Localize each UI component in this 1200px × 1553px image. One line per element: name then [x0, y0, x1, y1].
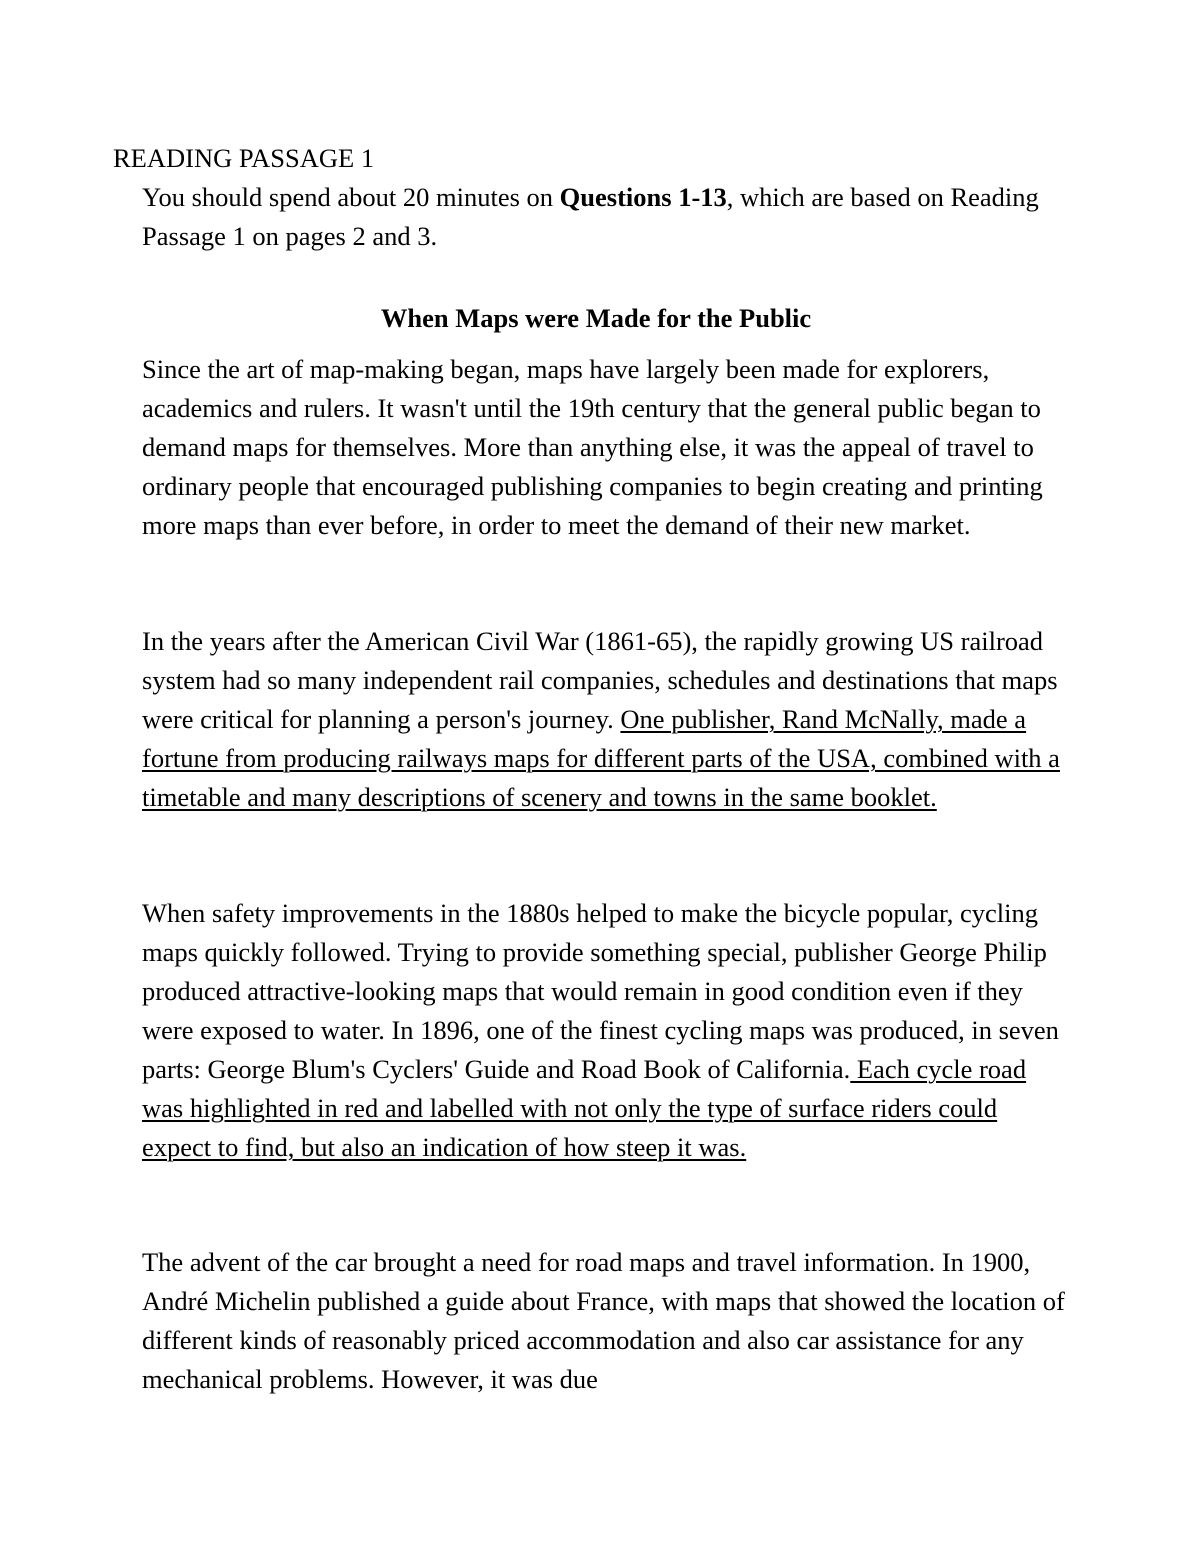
- paragraph-3: [142, 894, 1072, 1167]
- paragraph-2-text: In the years after the American Civil War (1861-65), the rapidly growing US railroad system had so many independent rail companies, schedules and destinations that maps were critical for planning a person's journey.: [142, 626, 1058, 734]
- paragraph-4-text: The advent of the car brought a need for road maps and travel information. In 1900, André Michelin published a guide about France, with maps that showed the location of different kinds of reasonably priced accommodation and also car assistance for any mechanical problems. However, it was due: [142, 1247, 1065, 1394]
- questions-range: Questions 1-13: [559, 182, 727, 212]
- paragraph-1-text: Since the art of map-making began, maps have largely been made for explorers, academics and rulers. It wasn't until the 19th century that the general public began to demand maps for themselves. More than anything else, it was the appeal of travel to ordinary people that encouraged publishing companies to begin creating and printing more maps than ever before, in order to meet the demand of their new market.: [142, 354, 1043, 540]
- paragraph-2: [142, 622, 1072, 817]
- paragraph-2-underlined-text: One publisher, Rand McNally, made a fortune from producing railways maps for different parts of the USA, combined with a timetable and many descriptions of scenery and towns in the same booklet.: [142, 704, 1060, 812]
- paragraph-4: [142, 1243, 1072, 1399]
- paragraph-3-underlined-text: Each cycle road was highlighted in red and labelled with not only the type of surface riders could expect to find, but also an indication of how steep it was.: [142, 1054, 1027, 1162]
- instructions-text-start: You should spend about 20 minutes on: [142, 182, 560, 212]
- paragraph-1: [142, 350, 1072, 545]
- instructions-text-end: , which are based on Reading Passage 1 on pages 2 and 3.: [142, 182, 1039, 251]
- paragraph-3-text: When safety improvements in the 1880s helped to make the bicycle popular, cycling maps quickly followed. Trying to provide something special, publisher George Philip produced attractive-looking maps that would remain in good condition even if they were exposed to water. In 1896, one of the finest cycling maps was produced, in seven parts: George Blum's Cyclers' Guide and Road Book of California.: [142, 898, 1059, 1084]
- instructions: [142, 178, 1072, 256]
- passage-heading: READING PASSAGE 1: [113, 143, 375, 173]
- passage-title: When Maps were Made for the Public: [380, 303, 812, 333]
